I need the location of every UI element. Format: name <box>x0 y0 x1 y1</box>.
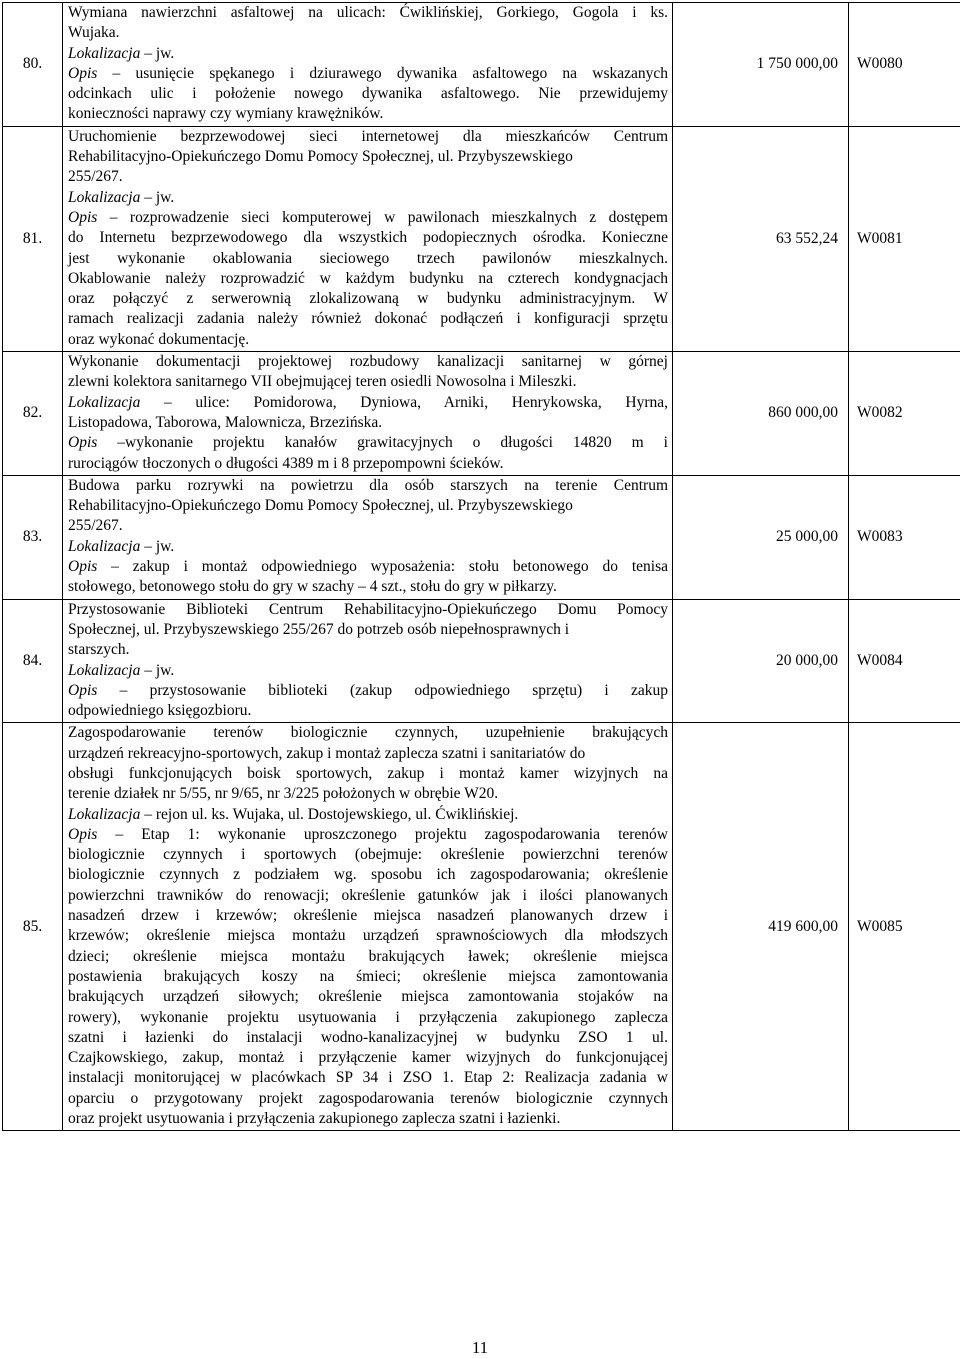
description-line: brakujących urządzeń siłowych; określenie miejsca zamontowania stojaków na <box>68 988 668 1006</box>
field-label: Opis <box>68 208 98 226</box>
table-row <box>3 475 960 599</box>
description-line: rowery), wykonanie projektu usytuowania i przyłączenia zakupionego zaplecza <box>68 1008 668 1026</box>
description-line: Czajkowskiego, zakup, montaż i przyłączenie kamer wizyjnych do funkcjonującej <box>68 1049 668 1067</box>
item-number: 80. <box>3 3 63 127</box>
description-line: Budowa parku rozrywki na powietrzu dla osób starszych na terenie Centrum <box>68 476 668 494</box>
table-row <box>3 723 960 1131</box>
description-line: biologicznie czynnych z podziałem wg. sposobu ich zagospodarowania; określenie <box>68 866 668 884</box>
description-line: terenie działek nr 5/55, nr 9/65, nr 3/225 położonych w obrębie W20. <box>68 785 499 803</box>
description-line: stołowego, betonowego stołu do gry w szachy – 4 szt., stołu do gry w piłkarzy. <box>68 578 557 596</box>
description-line: Wujaka. <box>68 24 120 42</box>
description-line: ramach realizacji zadania należy również dokonać podłączeń i konfiguracji sprzętu <box>68 310 668 328</box>
item-code: W0083 <box>849 475 960 599</box>
item-number: 83. <box>3 475 63 599</box>
description-line: 255/267. <box>68 517 123 535</box>
description-line <box>68 557 668 577</box>
field-value: – jw. <box>140 661 175 679</box>
field-value: – rozprowadzenie sieci komputerowej w pawilonach mieszkalnych z dostępem <box>97 208 668 226</box>
field-label: Lokalizacja <box>68 188 141 206</box>
description-line: urządzeń rekreacyjno-sportowych, zakup i montaż zaplecza szatni i sanitariatów do <box>68 744 586 762</box>
description-line: oraz połączyć z serwerownią zlokalizowaną w budynku administracyjnym. W <box>68 290 668 308</box>
description-line: szatni i łazienki do instalacji wodno-kanalizacyjnej w budynku ZSO 1 ul. <box>68 1028 668 1046</box>
description-line <box>68 44 668 64</box>
item-amount: 1 750 000,00 <box>673 3 849 127</box>
field-label: Lokalizacja <box>68 661 141 679</box>
description-line: powierzchni trawników do renowacji; określenie gatunków jak i ilości planowanych <box>68 886 668 904</box>
item-description <box>63 352 673 476</box>
description-line: Zagospodarowanie terenów biologicznie czynnych, uzupełnienie brakujących <box>68 724 668 742</box>
field-value: – ulice: Pomidorowa, Dyniowa, Arniki, Henrykowska, Hyrna, <box>140 393 668 411</box>
description-line: Rehabilitacyjno-Opiekuńczego Domu Pomocy Społecznej, ul. Przybyszewskiego <box>68 497 573 515</box>
item-code: W0082 <box>849 352 960 476</box>
description-line <box>68 537 668 557</box>
field-value: –wykonanie projektu kanałów grawitacyjnych o długości 14820 m i <box>97 434 668 452</box>
description-line: obsługi funkcjonujących boisk sportowych, zakup i montaż kamer wizyjnych na <box>68 764 668 782</box>
description-line <box>68 825 668 845</box>
field-label: Opis <box>68 64 98 82</box>
item-amount: 63 552,24 <box>673 126 849 351</box>
field-label: Opis <box>68 825 98 843</box>
description-line: zlewni kolektora sanitarnego VII obejmującej teren osiedli Nowosolna i Mileszki. <box>68 373 577 391</box>
description-line: rurociągów tłoczonych o długości 4389 m i 8 przepompowni ścieków. <box>68 454 504 472</box>
description-line: dzieci; określenie miejsca montażu brakujących ławek; określenie miejsca <box>68 947 668 965</box>
field-value: – rejon ul. ks. Wujaka, ul. Dostojewskiego, ul. Ćwiklińskiej. <box>140 805 519 823</box>
description-line: oraz wykonać dokumentację. <box>68 330 250 348</box>
table-row <box>3 352 960 476</box>
field-label: Lokalizacja <box>68 393 141 411</box>
field-value: – jw. <box>140 188 175 206</box>
description-line: 255/267. <box>68 168 123 186</box>
description-line: odpowiedniego księgozbioru. <box>68 702 252 720</box>
field-value: – Etap 1: wykonanie uproszczonego projektu zagospodarowania terenów <box>97 825 668 843</box>
description-line: Wykonanie dokumentacji projektowej rozbudowy kanalizacji sanitarnej w górnej <box>68 353 668 371</box>
item-description <box>63 599 673 723</box>
item-amount: 419 600,00 <box>673 723 849 1131</box>
description-line <box>68 188 668 208</box>
item-amount: 860 000,00 <box>673 352 849 476</box>
description-line: oraz projekt usytuowania i przyłączenia zakupionego zaplecza szatni i łazienki. <box>68 1110 561 1128</box>
field-label: Opis <box>68 434 98 452</box>
description-line: postawienia brakujących koszy na śmieci; określenie miejsca zamontowania <box>68 967 668 985</box>
item-number: 82. <box>3 352 63 476</box>
field-label: Lokalizacja <box>68 44 141 62</box>
item-amount: 25 000,00 <box>673 475 849 599</box>
field-value: – usunięcie spękanego i dziurawego dywanika asfaltowego na wskazanych <box>97 64 668 82</box>
investment-table <box>2 2 960 1131</box>
description-line: Listopadowa, Taborowa, Malownicza, Brzezińska. <box>68 413 383 431</box>
description-line: Przystosowanie Biblioteki Centrum Rehabilitacyjno-Opiekuńczego Domu Pomocy <box>68 600 668 618</box>
table-row <box>3 599 960 723</box>
table-row <box>3 3 960 127</box>
description-line <box>68 64 668 84</box>
page-number: 11 <box>471 1338 489 1357</box>
description-line: Uruchomienie bezprzewodowej sieci internetowej dla mieszkańców Centrum <box>68 127 668 145</box>
item-code: W0085 <box>849 723 960 1131</box>
item-amount: 20 000,00 <box>673 599 849 723</box>
description-line: Rehabilitacyjno-Opiekuńczego Domu Pomocy Społecznej, ul. Przybyszewskiego <box>68 148 573 166</box>
field-label: Lokalizacja <box>68 537 141 555</box>
description-line: do Internetu bezprzewodowego dla wszystkich podopiecznych ośrodka. Konieczne <box>68 229 668 247</box>
item-number: 84. <box>3 599 63 723</box>
description-line: konieczności naprawy czy wymiany krawężników. <box>68 105 384 123</box>
item-code: W0084 <box>849 599 960 723</box>
description-line <box>68 661 668 681</box>
field-value: – jw. <box>140 44 175 62</box>
description-line: Wymiana nawierzchni asfaltowej na ulicach: Ćwiklińskiej, Gorkiego, Gogola i ks. <box>68 4 668 21</box>
description-line: oparciu o przygotowany projekt zagospodarowania terenów biologicznie czynnych <box>68 1089 668 1107</box>
description-line <box>68 208 668 228</box>
field-value: – jw. <box>140 537 175 555</box>
item-description <box>63 3 673 127</box>
item-code: W0080 <box>849 3 960 127</box>
field-value: – przystosowanie biblioteki (zakup odpowiedniego sprzętu) i zakup <box>97 681 668 699</box>
item-number: 85. <box>3 723 63 1131</box>
description-line: krzewów; określenie miejsca montażu urządzeń sprawnościowych dla młodszych <box>68 927 668 945</box>
description-line <box>68 681 668 701</box>
item-description <box>63 475 673 599</box>
item-number: 81. <box>3 126 63 351</box>
description-line: instalacji monitorującej w placówkach SP 34 i ZSO 1. Etap 2: Realizacja zadania w <box>68 1069 668 1087</box>
item-description <box>63 126 673 351</box>
table-row <box>3 126 960 351</box>
description-line <box>68 393 668 413</box>
field-label: Opis <box>68 558 98 576</box>
description-line: biologicznie czynnych i sportowych (obejmuje: określenie powierzchni terenów <box>68 846 668 864</box>
description-line: starszych. <box>68 641 130 659</box>
description-line <box>68 805 668 825</box>
description-line: jest wykonanie okablowania sieciowego trzech pawilonów mieszkalnych. <box>68 249 668 267</box>
item-code: W0081 <box>849 126 960 351</box>
description-line: Okablowanie należy rozprowadzić w każdym budynku na czterech kondygnacjach <box>68 269 668 287</box>
description-line <box>68 433 668 453</box>
description-line: odcinkach ulic i położenie nowego dywanika asfaltowego. Nie przewidujemy <box>68 85 668 103</box>
description-line: Społecznej, ul. Przybyszewskiego 255/267 do potrzeb osób niepełnosprawnych i <box>68 620 570 638</box>
field-value: – zakup i montaż odpowiedniego wyposażenia: stołu betonowego do tenisa <box>97 558 668 576</box>
item-description <box>63 723 673 1131</box>
description-line: nasadzeń drzew i krzewów; określenie miejsca nasadzeń planowanych drzew i <box>68 907 668 925</box>
field-label: Lokalizacja <box>68 805 141 823</box>
field-label: Opis <box>68 681 98 699</box>
